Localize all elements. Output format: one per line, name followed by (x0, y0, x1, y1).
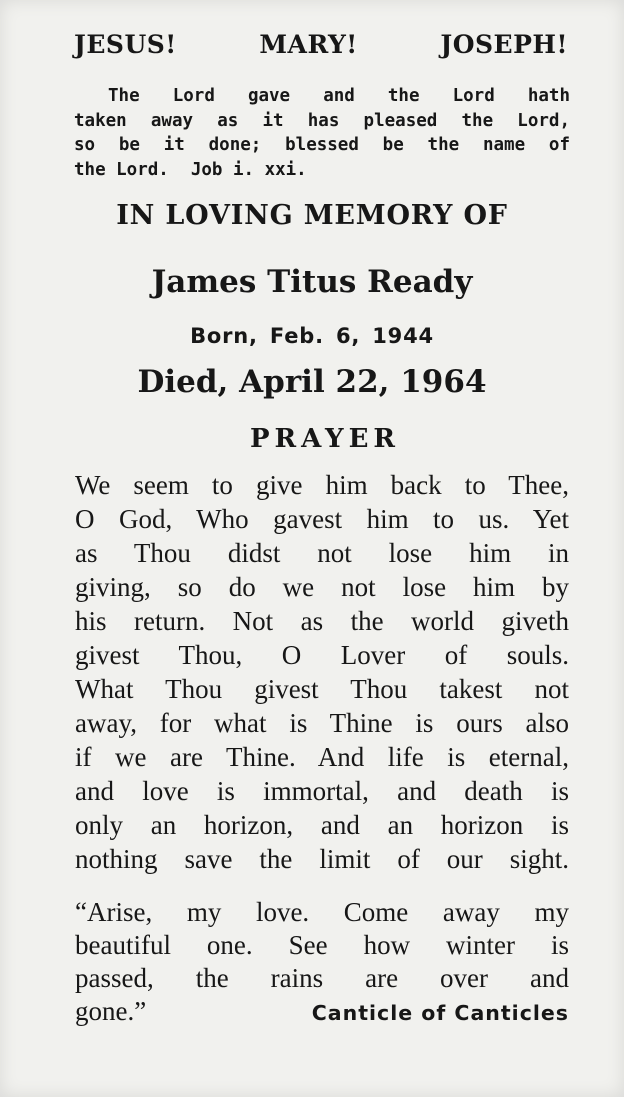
verse-line: beautiful one. See how winter is (75, 930, 569, 960)
prayer-line: nothing save the limit of our sight. (75, 844, 569, 874)
header-word-mary: MARY! (259, 30, 358, 59)
deceased-name: James Titus Ready (151, 264, 473, 300)
holy-names-header (74, 30, 568, 59)
prayer-line: his return. Not as the world giveth (75, 606, 569, 636)
prayer-line: We seem to give him back to Thee, (75, 470, 569, 500)
verse-final-row (75, 995, 569, 1030)
prayer-line: What Thou givest Thou takest not (75, 674, 569, 704)
prayer-line: away, for what is Thine is ours also (75, 708, 569, 738)
prayer-line: giving, so do we not lose him by (75, 572, 569, 602)
scripture-last-line (74, 158, 570, 183)
verse-line: passed, the rains are over and (75, 963, 569, 993)
verse-line: “Arise, my love. Come away my (75, 897, 569, 927)
prayer-line: if we are Thine. And life is eternal, (75, 742, 569, 772)
prayer-line: O God, Who gavest him to us. Yet (75, 504, 569, 534)
canticle-verse (75, 896, 569, 1030)
scripture-reference: Job i. xxi. (190, 159, 307, 180)
header-word-joseph: JOSEPH! (440, 30, 568, 59)
death-date: Died, April 22, 1964 (137, 364, 487, 400)
birth-date: Born, Feb. 6, 1944 (190, 324, 434, 348)
prayer-text (75, 468, 569, 876)
scripture-line: so be it done; blessed be the name of (74, 135, 570, 155)
verse-citation: Canticle of Canticles (311, 1001, 569, 1025)
scripture-line: the Lord. (74, 159, 169, 180)
scripture-quote (74, 84, 570, 182)
scripture-line: The Lord gave and the Lord hath (108, 86, 570, 106)
prayer-title: PRAYER (249, 424, 401, 454)
prayer-line: givest Thou, O Lover of souls. (75, 640, 569, 670)
prayer-line: as Thou didst not lose him in (75, 538, 569, 568)
scripture-line: taken away as it has pleased the Lord, (74, 110, 570, 131)
prayer-line: and love is immortal, and death is (75, 776, 569, 806)
prayer-line: only an horizon, and an horizon is (75, 810, 569, 840)
memorial-heading: IN LOVING MEMORY OF (116, 200, 508, 231)
verse-line: gone.” (75, 996, 147, 1026)
header-word-jesus: JESUS! (74, 30, 177, 59)
